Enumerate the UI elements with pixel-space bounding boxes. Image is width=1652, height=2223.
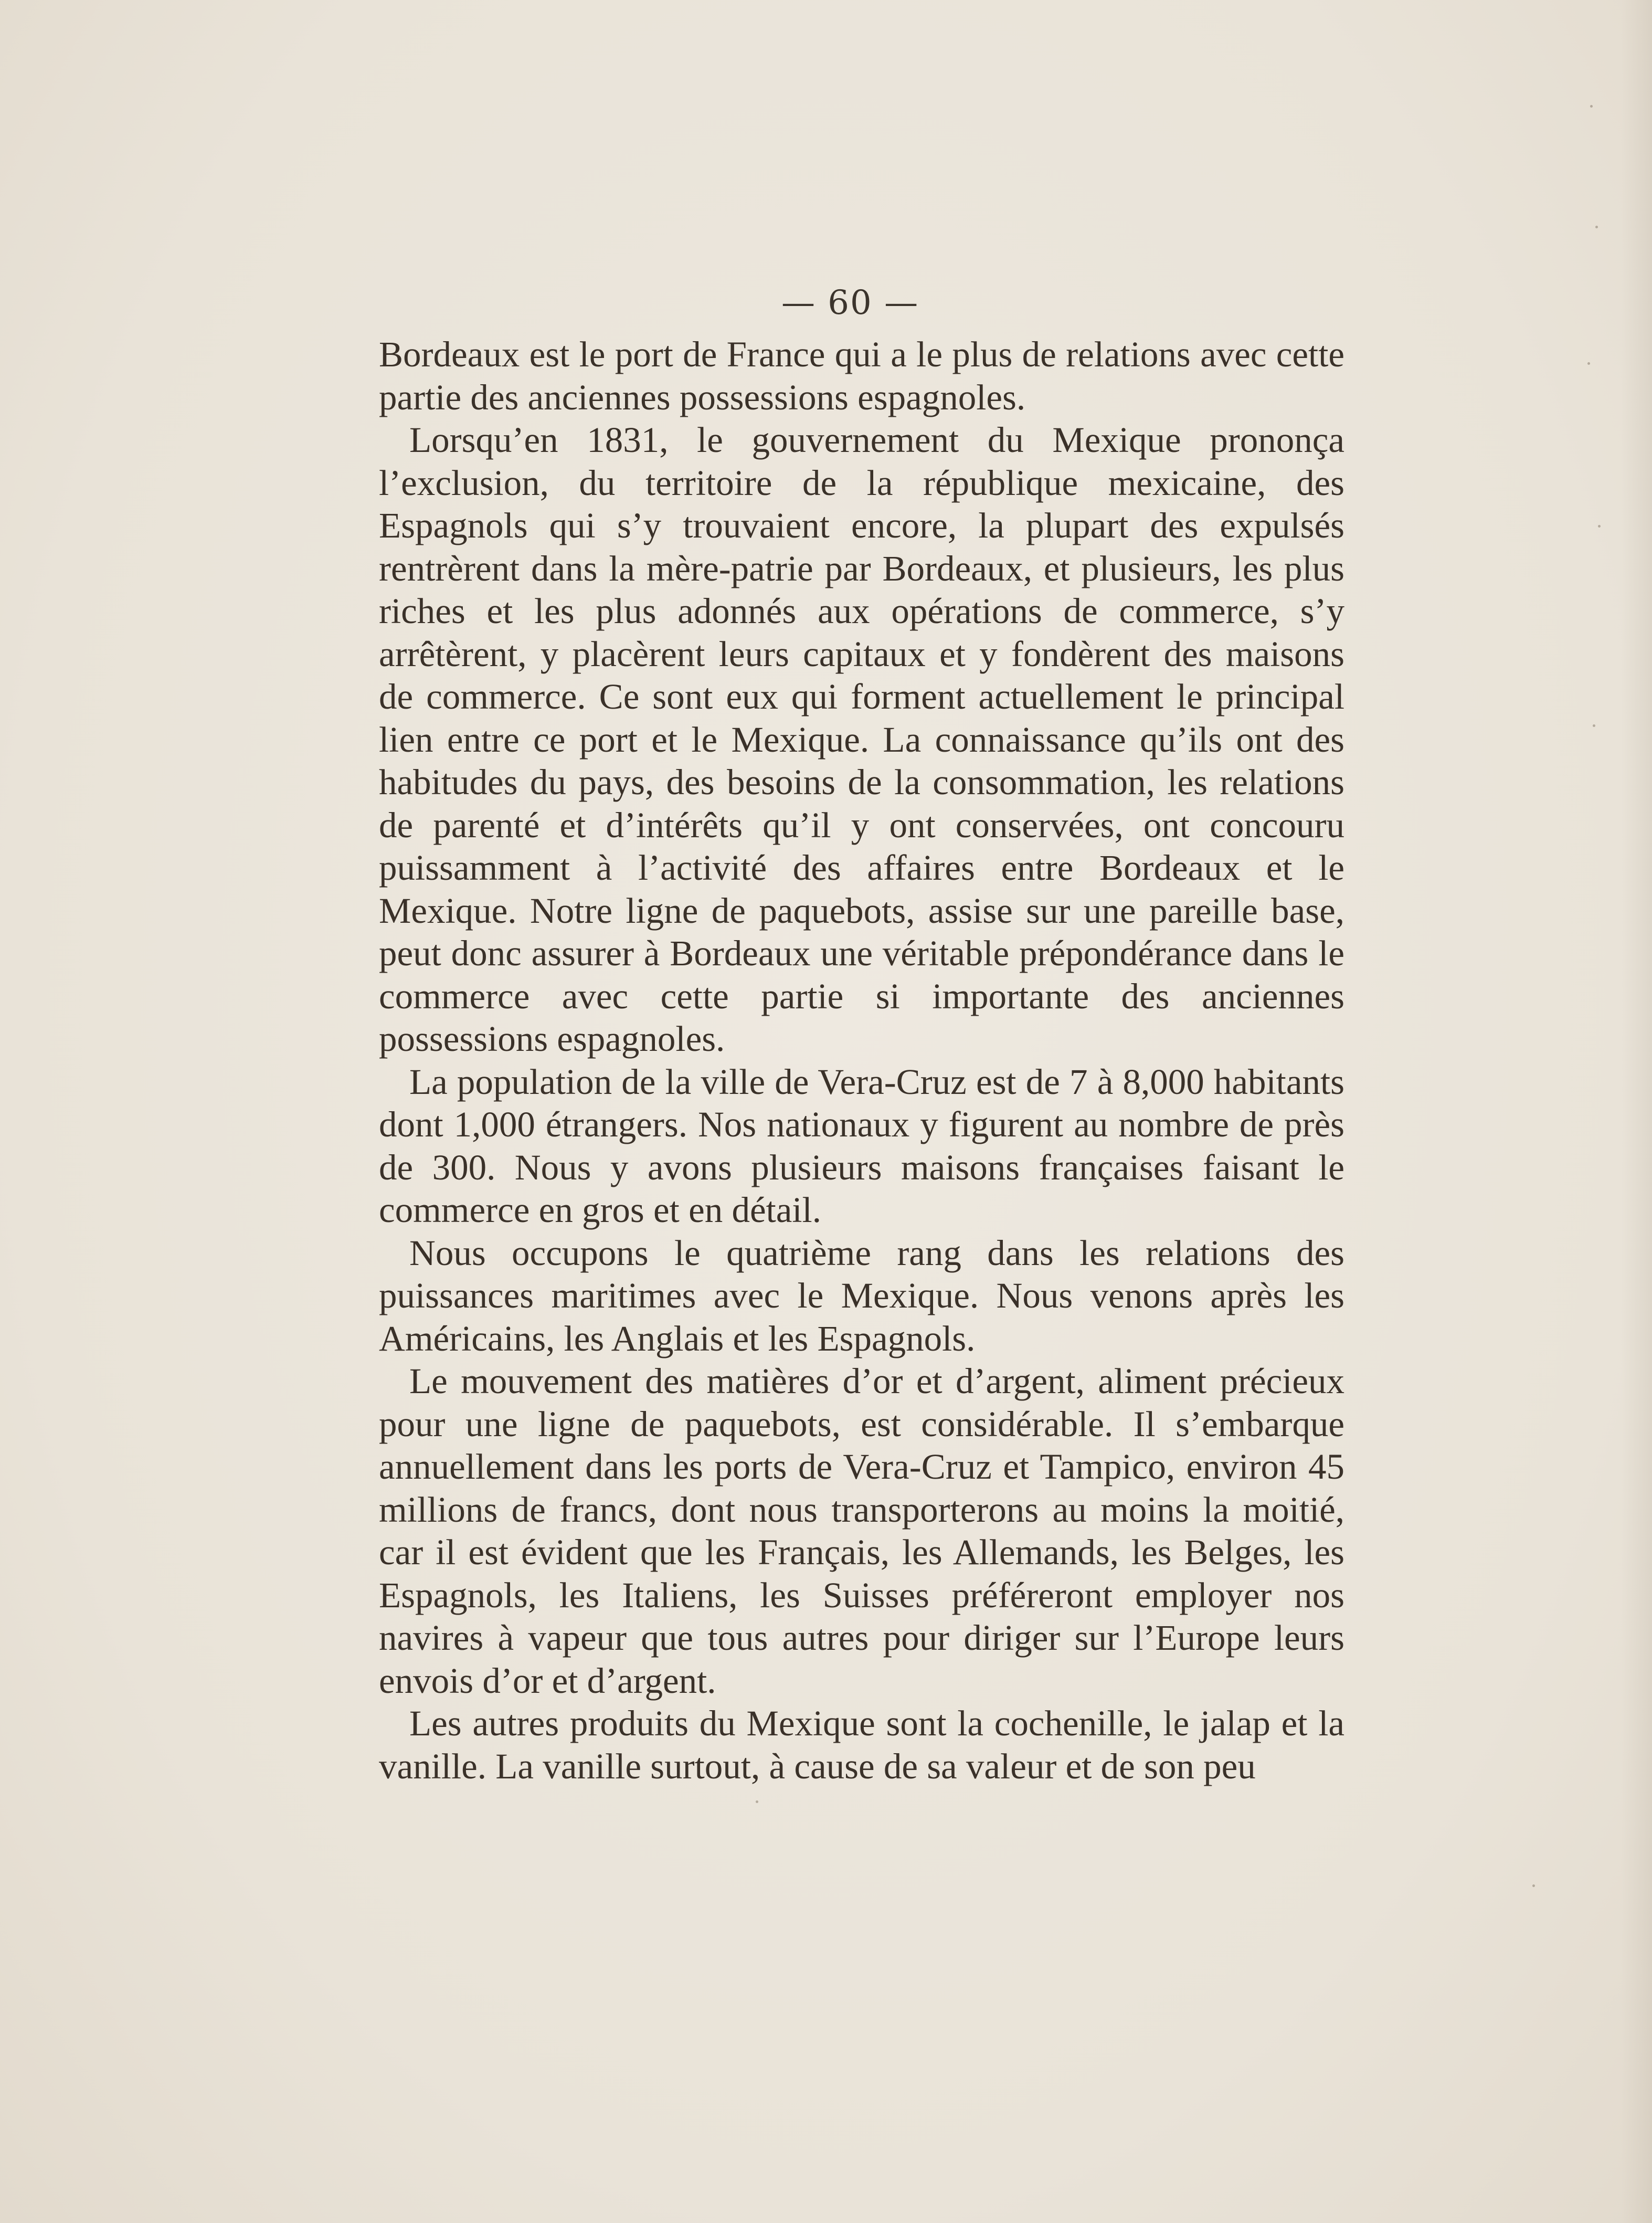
paragraph: Les autres produits du Mexique sont la cochenille, le jalap et la vanille. La vanille surtout, à cause de sa valeur et de son peu <box>379 1703 1344 1786</box>
paragraph: Le mouvement des matières d’or et d’argent, aliment précieux pour une ligne de paquebots, est considérable. Il s’embarque annuellement dans les ports de Vera-Cruz et Tampico, environ 45 millions de francs, dont nous transporterons au moins la moitié, car il est évident que les Français, les Allemands, les Belges, les Espagnols, les Italiens, les Suisses préféreront employer nos navires à vapeur que tous autres pour diriger sur l’Europe leurs envois d’or et d’argent. <box>379 1361 1344 1701</box>
paragraph: Bordeaux est le port de France qui a le plus de relations avec cette partie des anciennes possessions espagnoles. <box>379 334 1344 417</box>
page-number: — 60 — <box>781 283 919 322</box>
body-text <box>379 333 1344 1788</box>
paragraph: Nous occupons le quatrième rang dans les relations des puissances maritimes avec le Mexique. Nous venons après les Américains, les Anglais et les Espagnols. <box>379 1232 1344 1358</box>
paragraph: La population de la ville de Vera-Cruz est de 7 à 8,000 habitants dont 1,000 étrangers. Nos nationaux y figurent au nombre de près de 300. Nous y avons plusieurs maisons françaises faisant le commerce en gros et en détail. <box>379 1061 1344 1230</box>
paragraph: Lorsqu’en 1831, le gouvernement du Mexique prononça l’exclusion, du territoire de la république mexicaine, des Espagnols qui s’y trouvaient encore, la plupart des expulsés rentrèrent dans la mère-patrie par Bordeaux, et plusieurs, les plus riches et les plus adonnés aux opérations de commerce, s’y arrêtèrent, y placèrent leurs capitaux et y fondèrent des maisons de commerce. Ce sont eux qui forment actuellement le principal lien entre ce port et le Mexique. La connaissance qu’ils ont des habitudes du pays, des besoins de la consommation, les relations de parenté et d’intérêts qu’il y ont conservées, ont concouru puissamment à l’activité des affaires entre Bordeaux et le Mexique. Notre ligne de paquebots, assise sur une pareille base, peut donc assurer à Bordeaux une véritable prépondérance dans le commerce avec cette partie si importante des anciennes possessions espagnoles. <box>379 420 1344 1059</box>
page-edge-shadow <box>1621 0 1652 2223</box>
